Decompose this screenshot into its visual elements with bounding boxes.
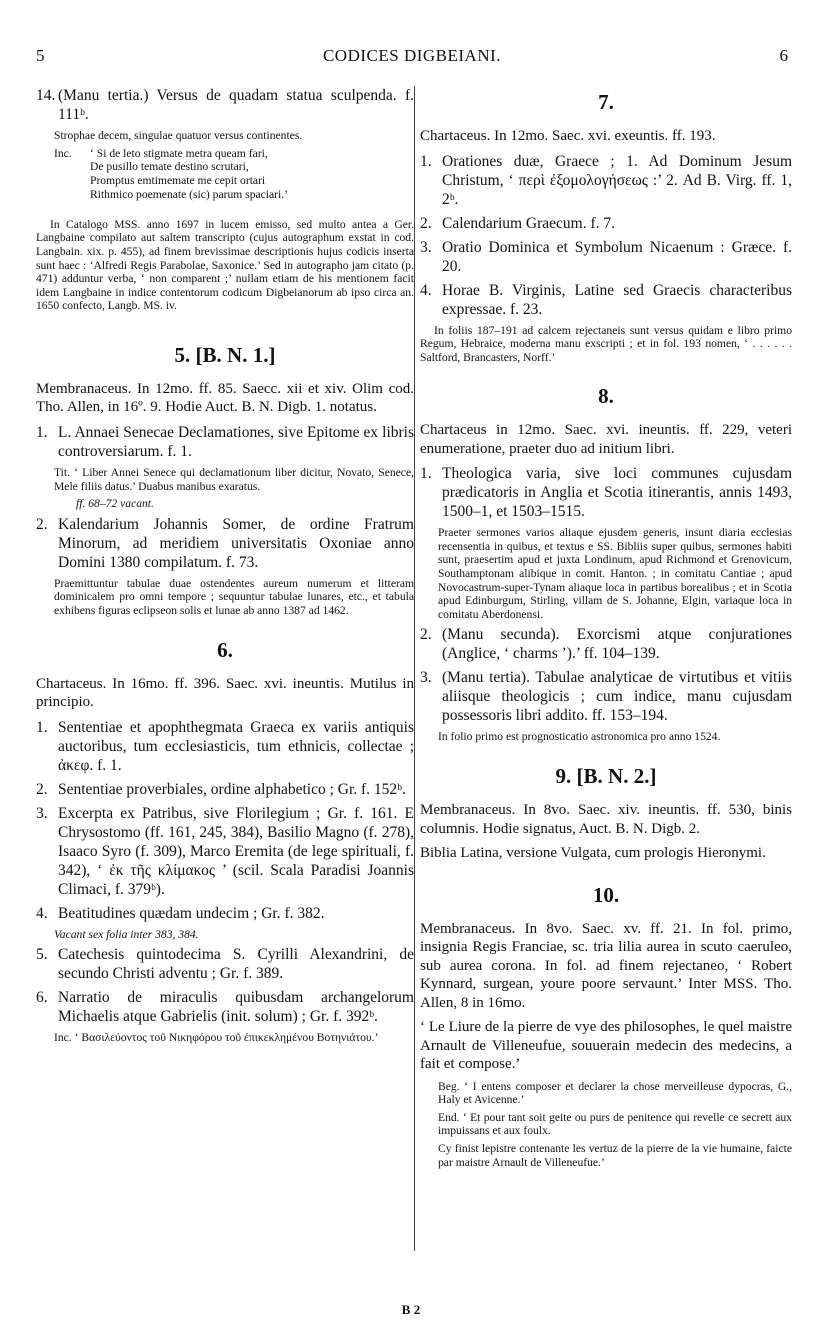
section-6-item-1: 1. Sententiae et apophthegmata Graeca ex variis antiquis auctoribus, tum ecclesiasticis, tum ethnicis, collectae ; ἀκεφ. f. 1. bbox=[36, 718, 414, 774]
signature-mark: B 2 bbox=[401, 1302, 421, 1317]
column-divider bbox=[414, 86, 415, 1251]
section-7-item-2: 2. Calendarium Graecum. f. 7. bbox=[420, 214, 616, 232]
section-7-item-4: 4. Horae B. Virginis, Latine sed Graecis characteribus expressae. f. 23. bbox=[420, 281, 792, 318]
section-6-item-3: 3. Excerpta ex Patribus, sive Florilegium ; Gr. f. 161. E Chrysostomo (ff. 161, 245, 384), Basilio Magno (f. 278), Isaaco Syro (f. 309), Marco Eremita (de lege spirituali, f. 342), ‘ ἐκ τῆς κλίμακος ’ (scil. Scala Paradisi Joannis Climaci, f. 379ᵇ). bbox=[36, 804, 414, 898]
catalog-note: In Catalogo MSS. anno 1697 in lucem emisso, sed multo antea a Ger. Langbaine compilato aut saltem transcripto (cujus autographum exstat in cod. Langbain. xix. p. 455), ad finem brevissimae descriptionis hujus codicis inserta sunt haec : ‘Alfredi Regis Parabolae, Saxonice.’ Sed in autographo jam citato (p. 471) adduntur verba, ‘ non comparent ;’ nullam etiam de his mentionem facit idem Langbaine in indice contentorum codicum Digbeianorum ab ipso circa an. 1650 confecto, Langb. MS. iv. bbox=[36, 217, 414, 313]
section-8-item-1-note: Praeter sermones varios aliaque ejusdem generis, insunt diaria ecclesias recensentia in quibus, et textus e SS. Bibliis super quibus, sermones habiti sunt, praesertim apud et juxta Londinum, apud Richmond et Grenovicum, Southamptonam alibique in comit. Hanton. ; in comitatu Cantiae ; apud Novocastrum-super-Tynam aliaque loca in partibus borealibus ; et in Scotia apud Edinburgum, Stirling, villam de S. Johanne, Elgin, variaque loca in comitatu Aberdonensi. bbox=[438, 526, 792, 621]
section-6-item-6-note: Inc. ‘ Βασιλεύοντος τοῦ Νικηφόρου τοῦ ἐπικεκλημένου Βοτηνιάτου.’ bbox=[54, 1031, 379, 1045]
section-8-item-3-note: In folio primo est prognosticatio astronomica pro anno 1524. bbox=[438, 730, 721, 744]
section-7-item-3: 3. Oratio Dominica et Symbolum Nicaenum : Græce. f. 20. bbox=[420, 238, 792, 275]
section-8-item-3: 3. (Manu tertia). Tabulae analyticae de virtutibus et vitiis aliisque theologicis ; cum indice, manu cujusdam possessoris libri addito. ff. 153–194. bbox=[420, 669, 792, 725]
entry-14: 14. (Manu tertia.) Versus de quadam statua sculpenda. f. 111ᵇ. bbox=[36, 87, 414, 123]
section-6-item-4-note: Vacant sex folia inter 383, 384. bbox=[54, 927, 199, 941]
section-6-description: Chartaceus. In 16mo. ff. 396. Saec. xvi. ineuntis. Mutilus in principio. bbox=[36, 675, 414, 710]
section-10-colophon: Cy finist lepistre contenante les vertuz de la pierre de la vie humaine, faicte par maistre Arnault de Villeneufue.’ bbox=[438, 1141, 792, 1169]
section-8-heading: 8. bbox=[598, 384, 614, 409]
section-10-heading: 10. bbox=[592, 882, 620, 907]
section-9-text: Biblia Latina, versione Vulgata, cum prologis Hieronymi. bbox=[420, 845, 766, 862]
section-8-item-2: 2. (Manu secunda). Exorcismi atque conjurationes (Anglice, ‘ charms ’).’ ff. 104–139. bbox=[420, 626, 792, 663]
section-9-description: Membranaceus. In 8vo. Saec. xiv. ineuntis. ff. 530, binis columnis. Hodie signatus, Auct. B. N. Digb. 2. bbox=[420, 802, 792, 837]
section-10-end-note: End. ‘ Et pour tant soit geite ou purs de penitence qui revelle ce secrett aux impuissans et aux foulx. bbox=[438, 1110, 792, 1138]
entry-14-note: Strophae decem, singulae quatuor versus continentes. bbox=[54, 129, 303, 142]
running-header bbox=[36, 46, 788, 70]
right-column bbox=[420, 86, 792, 1173]
page-number-left: 5 bbox=[36, 46, 45, 65]
section-6-item-2: 2. Sententiae proverbiales, ordine alphabetico ; Gr. f. 152ᵇ. bbox=[36, 780, 406, 798]
section-8-item-1: 1. Theologica varia, sive loci communes cujusdam prædicatoris in Anglia et Scotia itinerantis, annis 1493, 1500–1, et 1503–1515. bbox=[420, 465, 792, 521]
section-10-begin-note: Beg. ‘ I entens composer et declarer la chose merveilleuse dypocras, G., Haly et Avicenne.’ bbox=[438, 1079, 792, 1107]
section-10-description: Membranaceus. In 8vo. Saec. xv. ff. 21. In fol. primo, insignia Regis Franciae, sc. tria lilia aurea in scuto caeruleo, sub aurea corona. In fol. ad finem rejectaneo, ‘ Robert Kynnard, surgean, youre poore servaunt.’ Inter MSS. Tho. Allen, 8 in 16mo. bbox=[420, 920, 792, 1011]
section-6-item-4: 4. Beatitudines quædam undecim ; Gr. f. 382. bbox=[36, 904, 325, 922]
page-number-right: 6 bbox=[779, 46, 788, 65]
section-8-description: Chartaceus in 12mo. Saec. xvi. ineuntis. ff. 229, veteri enumeratione, praeter duo ad initium libri. bbox=[420, 422, 792, 457]
section-6-item-5: 5. Catechesis quintodecima S. Cyrilli Alexandrini, de secundo Christi adventu ; Gr. f. 389. bbox=[36, 946, 414, 983]
section-5-vacant-note: ff. 68–72 vacant. bbox=[76, 497, 154, 511]
section-6-heading: 6. bbox=[217, 637, 233, 662]
section-7-description: Chartaceus. In 12mo. Saec. xvi. exeuntis. ff. 193. bbox=[420, 128, 716, 144]
section-7-item-4-note: In foliis 187–191 ad calcem rejectaneis sunt versus quidam e libro primo Regum, Hebraice, moderna manu exscripti ; et in fol. 193 nomen, ‘ . . . . . . Saltford, Brancasters, Norff.’ bbox=[420, 323, 792, 364]
section-7-item-1: 1. Orationes duæ, Graece ; 1. Ad Dominum Jesum Christum, ‘ περὶ ἐξομολογήσεως :’ 2. Ad B. Virg. ff. 1, 2ᵇ. bbox=[420, 152, 792, 208]
section-9-heading: 9. [B. N. 2.] bbox=[555, 764, 657, 789]
left-column bbox=[36, 86, 414, 1049]
section-7-heading: 7. bbox=[598, 90, 614, 114]
section-6-item-6: 6. Narratio de miraculis quibusdam archangelorum Michaelis atque Gabrielis (init. solum) ; Gr. f. 392ᵇ. bbox=[36, 989, 414, 1026]
section-5-item-1: 1. L. Annaei Senecae Declamationes, sive Epitome ex libris controversiarum. f. 1. bbox=[36, 423, 414, 460]
section-10-text: ‘ Le Liure de la pierre de vye des philosophes, le quel maistre Arnault de Villeneufue, souuerain medecin des medecins, a fait et compose.’ bbox=[420, 1019, 792, 1073]
section-5-item-2: 2. Kalendarium Johannis Somer, de ordine Fratrum Minorum, ad meridiem universitatis Oxoniae anno Domini 1380 compilatum. f. 73. bbox=[36, 515, 414, 571]
section-5-item-1-note: Tit. ‘ Liber Annei Senece qui declamationum liber dicitur, Novato, Senece, Mele filiis datus.’ Duabus manibus exaratus. bbox=[54, 465, 414, 493]
section-5-heading: 5. [B. N. 1.] bbox=[174, 342, 276, 367]
section-5-description: Membranaceus. In 12mo. ff. 85. Saecc. xii et xiv. Olim cod. Tho. Allen, in 16º. 9. Hodie Auct. B. N. Digb. 1. notatus. bbox=[36, 380, 414, 416]
entry-14-incipit: Inc. ‘ Si de leto stigmate metra queam fari, De pusillo temate destino scrutari, Promptus emtimemate me cepit ortari Rithmico poemenate (sic) parum spaciari.’ bbox=[54, 146, 288, 201]
running-title: CODICES DIGBEIANI. bbox=[322, 46, 502, 65]
section-5-item-2-note: Praemittuntur tabulae duae ostendentes aureum numerum et litteram dominicalem pro omni tempore ; sequuntur tabulae lunares, etc., et tabula exhibens figuras eclipseon solis et lunae ab anno 1387 ad 1462. bbox=[54, 576, 414, 617]
